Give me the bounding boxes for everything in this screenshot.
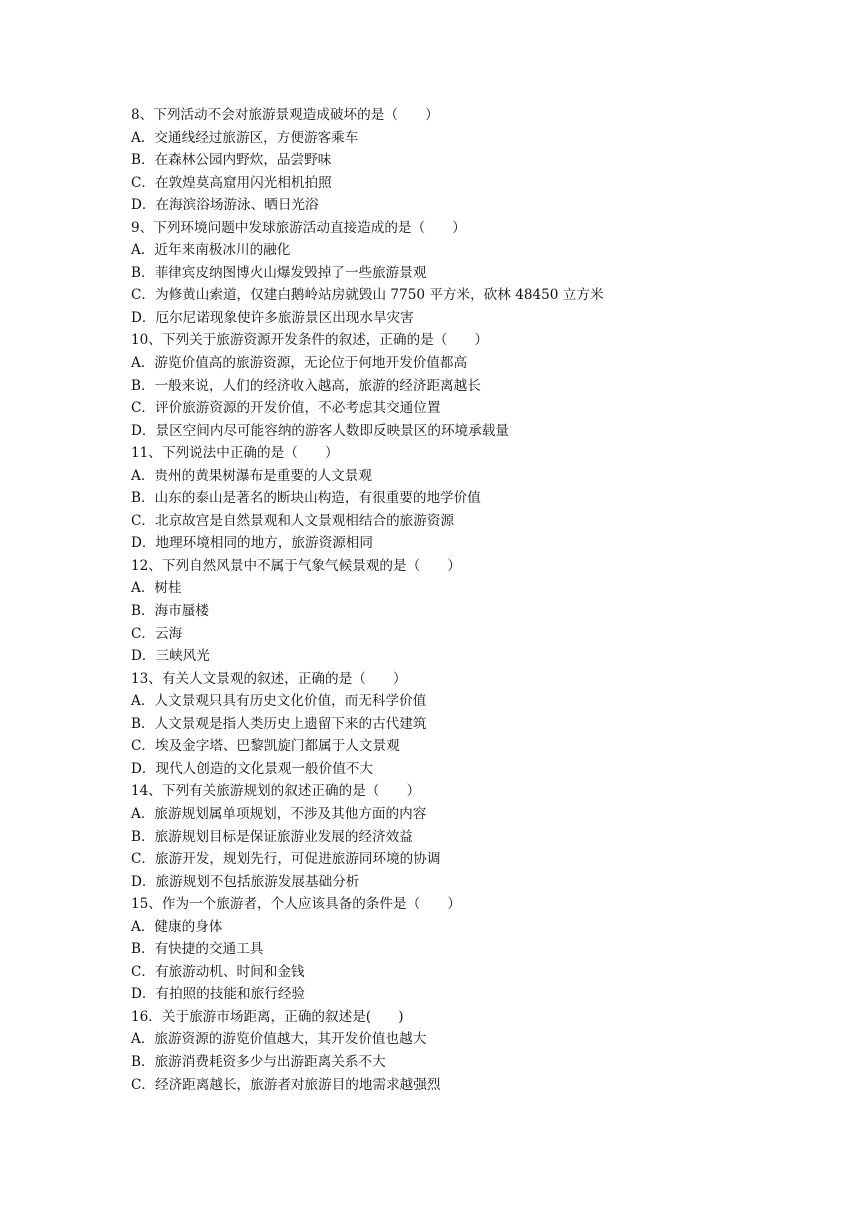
- answer-option: D．旅游规划不包括旅游发展基础分析: [131, 873, 360, 890]
- answer-option: C．北京故宫是自然景观和人文景观相结合的旅游资源: [131, 512, 455, 529]
- question-stem: 16．关于旅游市场距离，正确的叙述是( ): [131, 1008, 404, 1025]
- answer-option: C．评价旅游资源的开发价值，不必考虑其交通位置: [131, 400, 441, 417]
- question-list: [131, 104, 791, 1096]
- answer-option: D．三峡风光: [131, 648, 210, 665]
- answer-option: D．现代人创造的文化景观一般价值不大: [131, 760, 373, 777]
- answer-option: C．有旅游动机、时间和金钱: [131, 963, 305, 980]
- answer-option: B．海市蜃楼: [131, 603, 209, 620]
- answer-option: B．人文景观是指人类历史上遗留下来的古代建筑: [131, 715, 427, 732]
- answer-option: B．旅游消费耗资多少与出游距离关系不大: [131, 1053, 386, 1070]
- question-stem: 10、下列关于旅游资源开发条件的叙述，正确的是（ ）: [131, 332, 489, 349]
- answer-option: A．旅游资源的游览价值越大，其开发价值也越大: [131, 1031, 427, 1048]
- answer-option: C．为修黄山索道，仅建白鹅岭站房就毁山 7750 平方米，砍林 48450 立方米: [131, 287, 604, 304]
- question-block: [131, 555, 791, 668]
- answer-option: A．游览价值高的旅游资源，无论位于何地开发价值都高: [131, 355, 468, 372]
- question-block: [131, 668, 791, 781]
- question-block: [131, 442, 791, 555]
- answer-option: B．在森林公园内野炊，品尝野味: [131, 152, 332, 169]
- answer-option: C．经济距离越长，旅游者对旅游目的地需求越强烈: [131, 1076, 441, 1093]
- answer-option: D．地理环境相同的地方，旅游资源相同: [131, 535, 373, 552]
- question-block: [131, 217, 791, 330]
- answer-option: D．在海滨浴场游泳、晒日光浴: [131, 197, 319, 214]
- answer-option: A．交通线经过旅游区，方便游客乘车: [131, 129, 359, 146]
- answer-option: A．健康的身体: [131, 918, 223, 935]
- question-stem: 11、下列说法中正确的是（ ）: [131, 445, 339, 462]
- question-stem: 8、下列活动不会对旅游景观造成破坏的是（ ）: [131, 107, 439, 123]
- answer-option: A．贵州的黄果树瀑布是重要的人文景观: [131, 467, 372, 484]
- question-block: [131, 1006, 791, 1096]
- question-block: [131, 893, 791, 1006]
- answer-option: C．云海: [131, 625, 183, 642]
- answer-option: A．近年来南极冰川的融化: [131, 242, 291, 259]
- answer-option: B．一般来说，人们的经济收入越高，旅游的经济距离越长: [131, 377, 481, 394]
- answer-option: B．山东的泰山是著名的断块山构造，有很重要的地学价值: [131, 490, 481, 507]
- answer-option: A．人文景观只具有历史文化价值，而无科学价值: [131, 693, 427, 710]
- question-stem: 12、下列自然风景中不属于气象气候景观的是（ ）: [131, 557, 461, 574]
- answer-option: D．有拍照的技能和旅行经验: [131, 986, 306, 1003]
- question-stem: 9、下列环境问题中发球旅游活动直接造成的是（ ）: [131, 219, 466, 236]
- question-stem: 13、有关人文景观的叙述，正确的是（ ）: [131, 670, 407, 687]
- question-stem: 15、作为一个旅游者，个人应该具备的条件是（ ）: [131, 896, 461, 913]
- answer-option: B．旅游规划目标是保证旅游业发展的经济效益: [131, 828, 413, 845]
- answer-option: D．景区空间内尽可能容纳的游客人数即反映景区的环境承载量: [131, 422, 509, 439]
- answer-option: A．旅游规划属单项规划，不涉及其他方面的内容: [131, 805, 427, 822]
- answer-option: C．旅游开发，规划先行，可促进旅游同环境的协调: [131, 851, 441, 868]
- answer-option: B．有快捷的交通工具: [131, 941, 264, 958]
- question-stem: 14、下列有关旅游规划的叙述正确的是（ ）: [131, 783, 421, 800]
- answer-option: C．埃及金字塔、巴黎凯旋门都属于人文景观: [131, 738, 400, 755]
- answer-option: B．菲律宾皮纳图博火山爆发毁掉了一些旅游景观: [131, 264, 427, 281]
- question-block: [131, 104, 791, 217]
- answer-option: C．在敦煌莫高窟用闪光相机拍照: [131, 174, 332, 191]
- answer-option: A．树桂: [131, 580, 182, 597]
- question-block: [131, 329, 791, 442]
- answer-option: D．厄尔尼诺现象使许多旅游景区出现水旱灾害: [131, 309, 414, 326]
- question-block: [131, 780, 791, 893]
